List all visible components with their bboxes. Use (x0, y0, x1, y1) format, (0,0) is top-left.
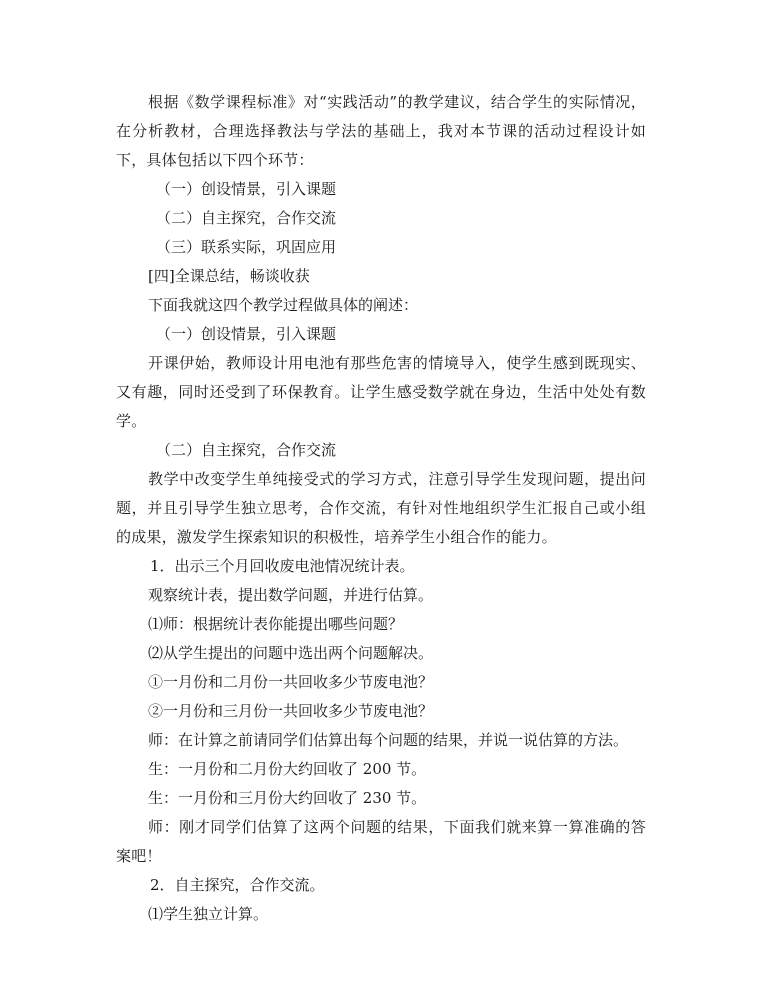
teacher-line-1: 师：在计算之前请同学们估算出每个问题的结果，并说一说估算的方法。 (148, 731, 629, 749)
observe-line: 观察统计表，提出数学问题，并进行估算。 (148, 586, 434, 604)
item-1: 1．出示三个月回收废电池情况统计表。 (150, 557, 415, 575)
student-line-2: 生：一月份和三月份大约回收了 230 节。 (148, 789, 427, 807)
section-2-paragraph: 教学中改变学生单纯接受式的学习方式，注意引导学生发现问题，提出问题，并且引导学生独立思考，合作交流，有针对性地组织学生汇报自己或小组的成果，激发学生探索知识的积极性，培养学生小组合作的能力。 (116, 470, 646, 546)
problem-2: ②一月份和三月份一共回收多少节废电池？ (148, 702, 434, 720)
step-4: [四]全课总结，畅谈收获 (148, 267, 310, 285)
step-3: （三）联系实际，巩固应用 (156, 238, 337, 256)
item-2: 2．自主探究，合作交流。 (150, 876, 325, 894)
intro-paragraph: 根据《数学课程标准》对“实践活动”的教学建议，结合学生的实际情况，在分析教材，合理选择教法与学法的基础上，我对本节课的活动过程设计如下，具体包括以下四个环节： (116, 93, 646, 169)
item-2-sub: ⑴学生独立计算。 (148, 905, 269, 923)
student-line-1: 生：一月份和二月份大约回收了 200 节。 (148, 760, 427, 778)
step-2: （二）自主探究，合作交流 (156, 209, 337, 227)
problem-1: ①一月份和二月份一共回收多少节废电池？ (148, 673, 434, 691)
section-1-title: （一）创设情景，引入课题 (156, 325, 337, 343)
section-2-title: （二）自主探究，合作交流 (156, 441, 337, 459)
lead-line: 下面我就这四个教学过程做具体的阐述： (148, 296, 419, 314)
teacher-line-2: 师：刚才同学们估算了这两个问题的结果，下面我们就来算一算准确的答案吧！ (116, 818, 646, 865)
question-1: ⑴师：根据统计表你能提出哪些问题？ (148, 615, 404, 633)
section-1-paragraph: 开课伊始，教师设计用电池有那些危害的情境导入，使学生感到既现实、又有趣，同时还受到了环保教育。让学生感受数学就在身边，生活中处处有数学。 (116, 354, 646, 430)
step-1: （一）创设情景，引入课题 (156, 180, 337, 198)
question-2: ⑵从学生提出的问题中选出两个问题解决。 (148, 644, 434, 662)
document-body (116, 88, 646, 929)
